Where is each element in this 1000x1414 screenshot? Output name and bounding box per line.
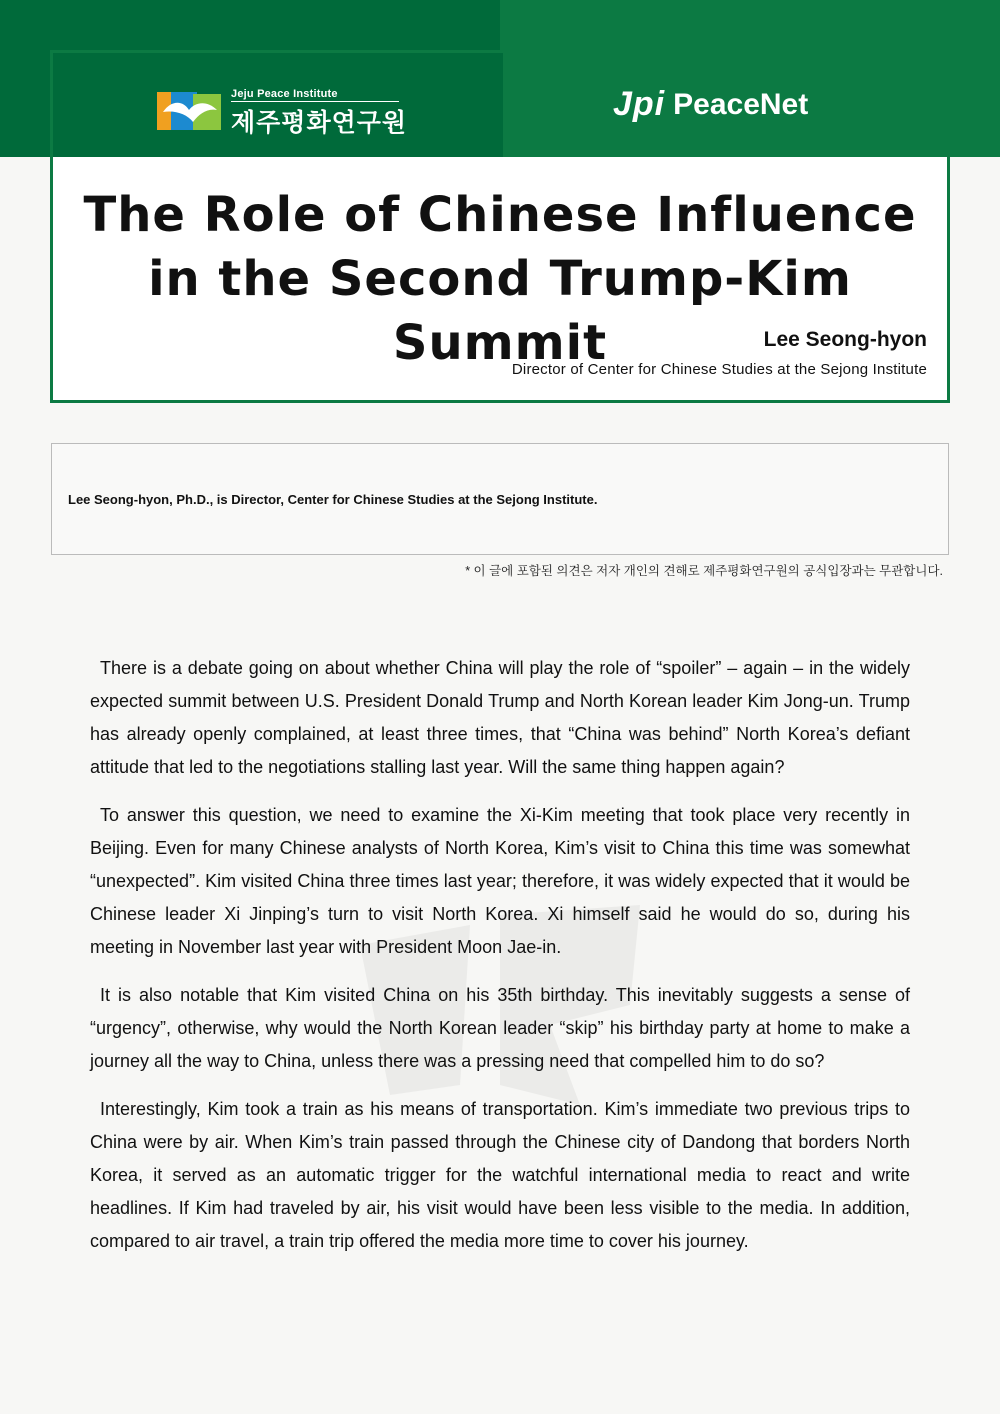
header-box [50,50,950,403]
author-bio-box [51,443,949,555]
peacenet-wordmark: PeaceNet [673,87,809,121]
jeju-peace-institute-logo[interactable] [157,87,408,137]
institute-name-ko: 제주평화연구원 [231,108,408,137]
author-name: Lee Seong-hyon [763,328,927,351]
paragraph: It is also notable that Kim visited China on his 35th birthday. This inevitably suggests a sense of “urgency”, otherwise, why would the North Korean leader “skip” his birthday party at home to make a journey all the way to China, unless there was a pressing need that compelled him to do so? [90,985,910,1071]
paragraph: To answer this question, we need to examine the Xi-Kim meeting that took place very recently in Beijing. Even for many Chinese analysts of North Korea, Kim’s visit to China this time was somewhat “unexpected”. Kim visited China three times last year; therefore, it was widely expected that it would be Chinese leader Xi Jinping’s turn to visit North Korea. Xi himself said he would do so, during his meeting in November last year with President Moon Jae-in. [90,805,910,957]
author-position: Director of Center for Chinese Studies at the Sejong Institute [511,361,927,378]
document-title: The Role of Chinese Influence in the Second Trump-Kim Summit [83,187,917,371]
dove-logo-icon [157,90,223,132]
jpi-mark: Jpi [613,85,666,123]
institute-name-en: Jeju Peace Institute [231,88,399,102]
paragraph: Interestingly, Kim took a train as his means of transportation. Kim’s immediate two previous trips to China were by air. When Kim’s train passed through the Chinese city of Dandong that borders North Korea, it served as an automatic trigger for the watchful international media to react and write headlines. If Kim had traveled by air, his visit would have been less visible to the media. In addition, compared to air travel, a train trip offered the media more time to cover his journey. [90,1099,910,1251]
author-bio: Lee Seong-hyon, Ph.D., is Director, Center for Chinese Studies at the Sejong Institute. [68,492,598,507]
institute-name [231,84,407,139]
disclaimer: * 이 글에 포함된 의견은 저자 개인의 견해로 제주평화연구원의 공식입장과는 무관합니다. [465,564,943,578]
paragraph: There is a debate going on about whether China will play the role of “spoiler” – again – in the widely expected summit between U.S. President Donald Trump and North Korean leader Kim Jong-un. Trump has already openly complained, at least three times, that “China was behind” North Korea’s defiant attitude that led to the negotiations stalling last year. Will the same thing happen again? [90,658,910,777]
article-body [90,652,910,1273]
peacenet-logo[interactable] [613,85,808,124]
